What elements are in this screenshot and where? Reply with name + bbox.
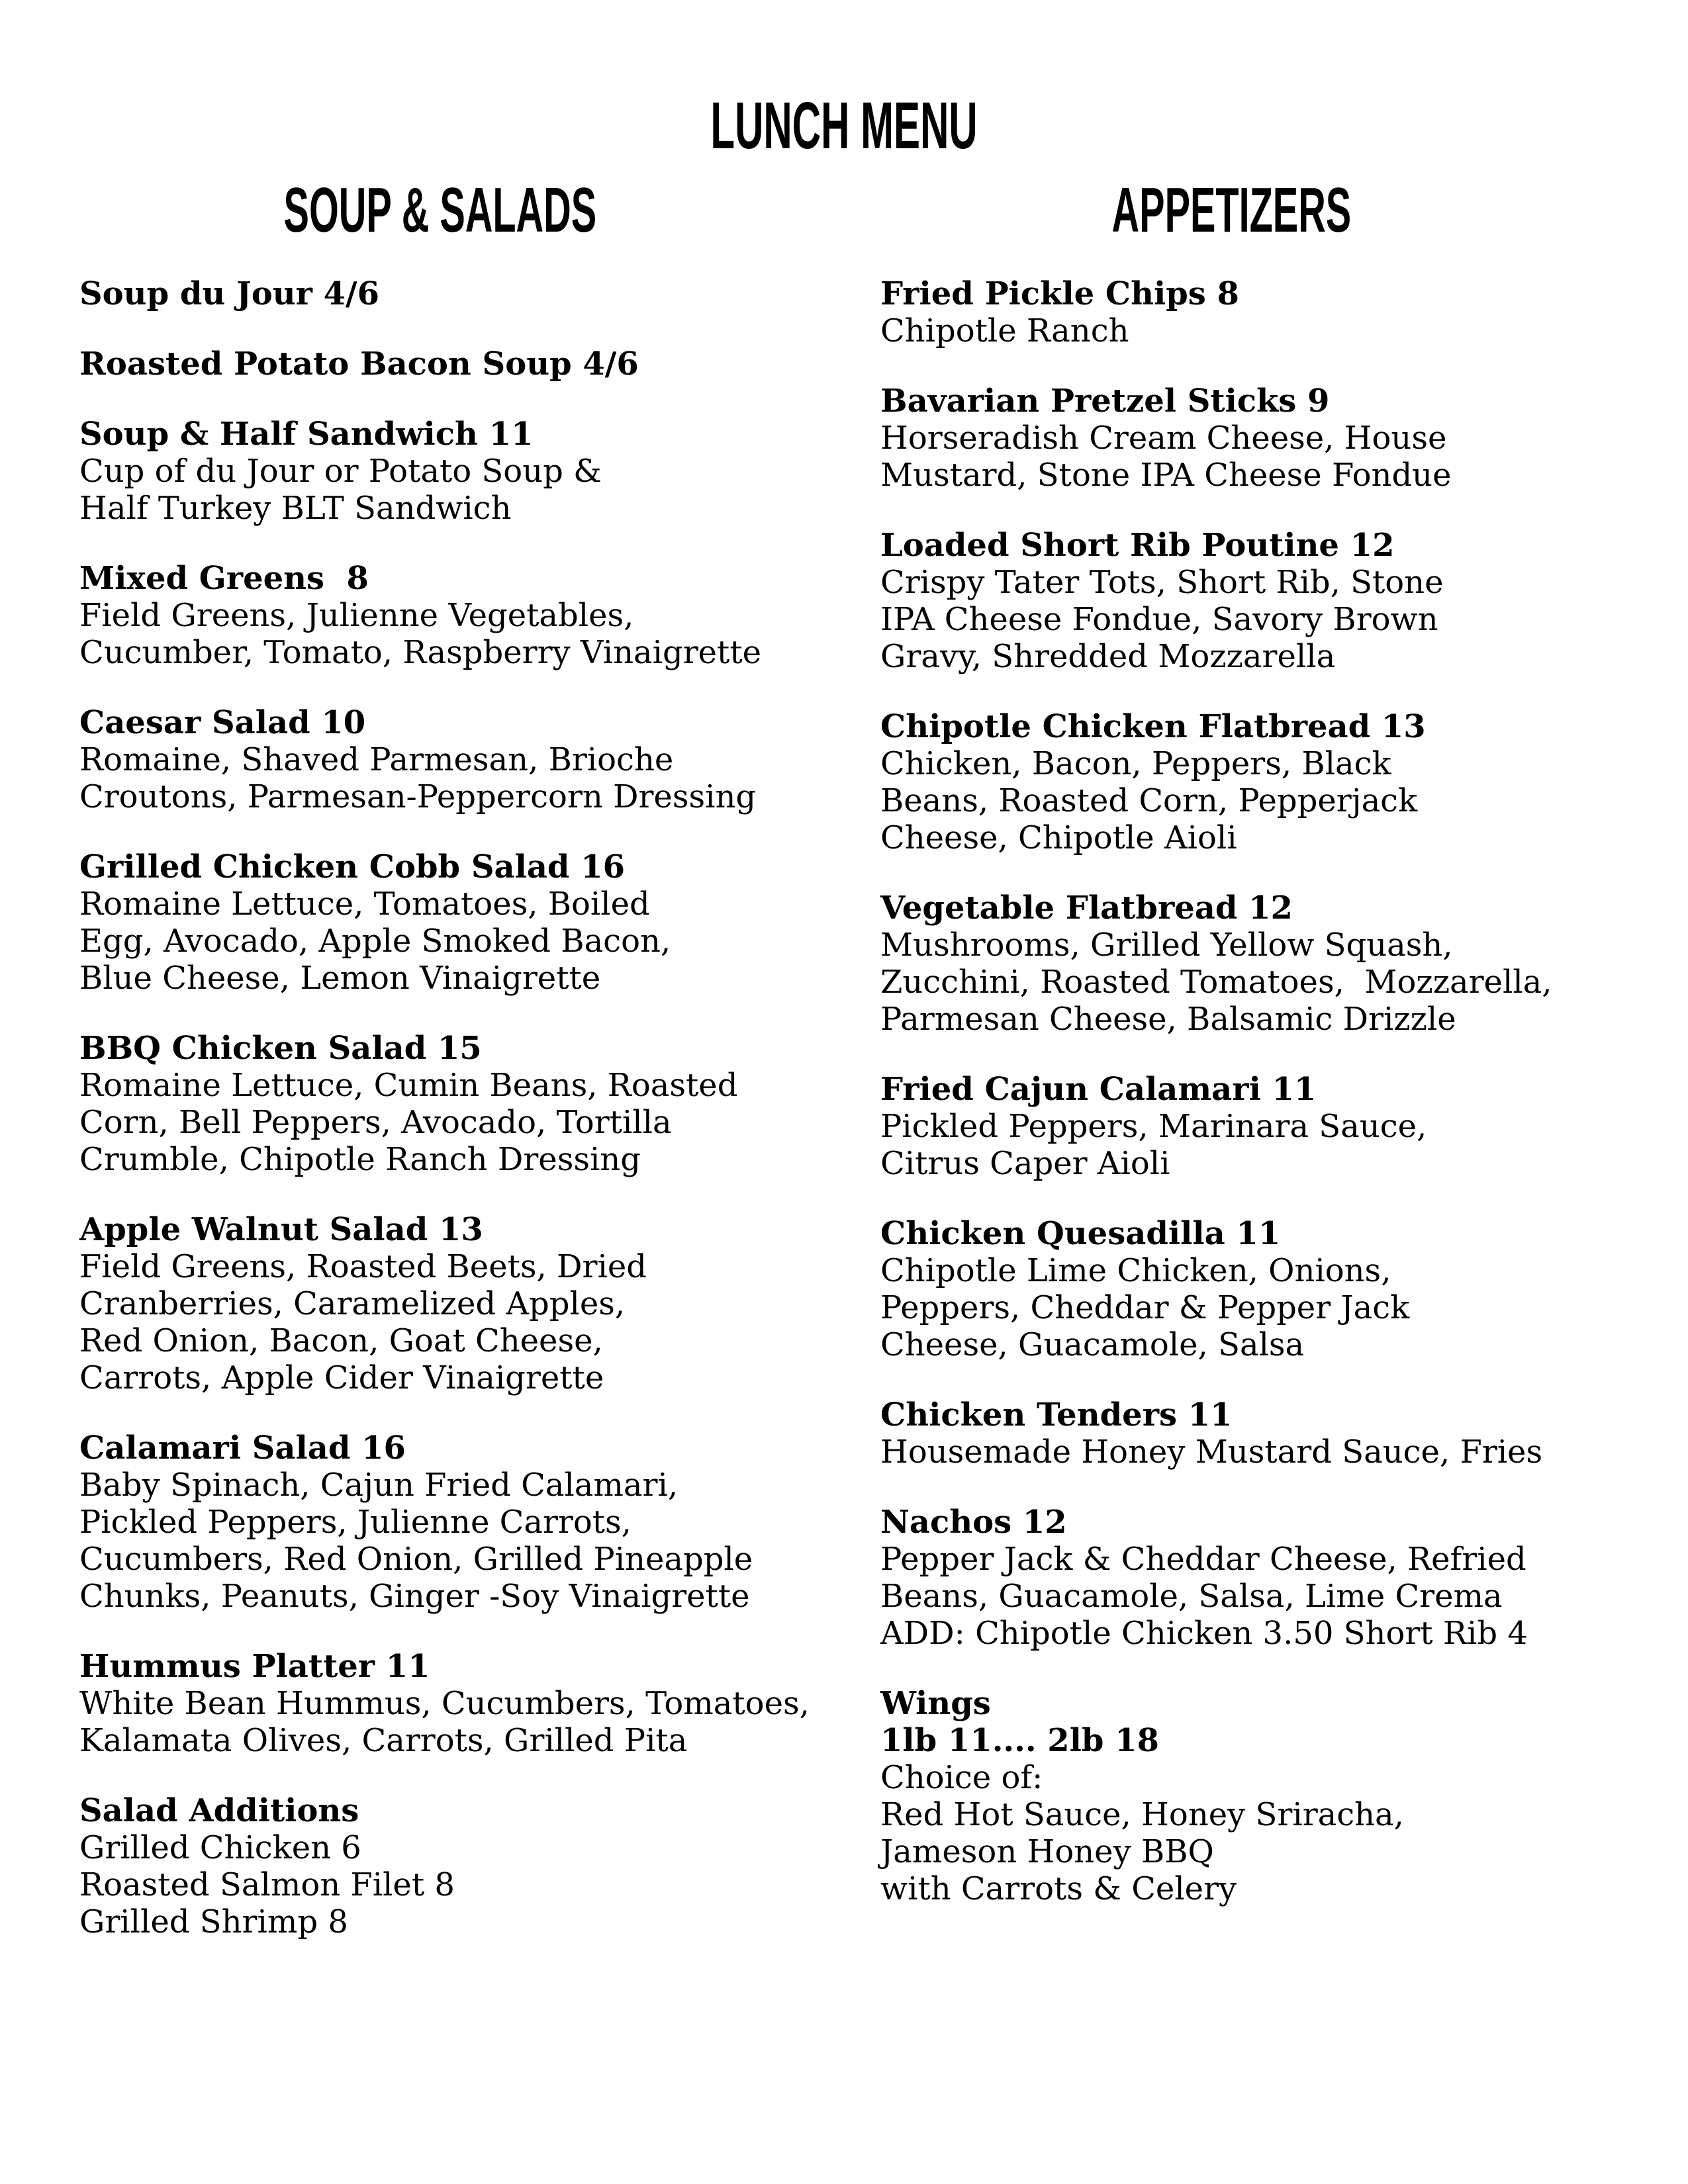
item-desc-line: Croutons, Parmesan-Peppercorn Dressing xyxy=(79,778,757,815)
menu-item xyxy=(880,708,1582,856)
item-desc-line: Beans, Guacamole, Salsa, Lime Crema xyxy=(880,1578,1503,1615)
item-desc-line: Cucumber, Tomato, Raspberry Vinaigrette xyxy=(79,634,762,671)
section-heading xyxy=(79,175,801,246)
item-desc-line: Grilled Chicken 6 xyxy=(79,1829,361,1866)
item-name: Bavarian Pretzel Sticks 9 xyxy=(880,383,1330,420)
item-desc-line: Romaine, Shaved Parmesan, Brioche xyxy=(79,741,674,778)
item-desc-line: Field Greens, Roasted Beets, Dried xyxy=(79,1248,647,1285)
item-desc-line: Red Onion, Bacon, Goat Cheese, xyxy=(79,1322,603,1359)
item-desc-line: Beans, Roasted Corn, Pepperjack xyxy=(880,782,1418,819)
item-name: Soup & Half Sandwich 11 xyxy=(79,416,534,453)
menu-item xyxy=(880,1071,1582,1182)
item-name: BBQ Chicken Salad 15 xyxy=(79,1030,482,1067)
item-desc-line: Corn, Bell Peppers, Avocado, Tortilla xyxy=(79,1104,672,1141)
item-desc-line: Parmesan Cheese, Balsamic Drizzle xyxy=(880,1001,1456,1038)
item-desc-line: Red Hot Sauce, Honey Sriracha, xyxy=(880,1796,1404,1833)
item-name: Mixed Greens 8 xyxy=(79,560,369,597)
item-name: Nachos 12 xyxy=(880,1504,1067,1541)
item-name: Caesar Salad 10 xyxy=(79,704,366,741)
item-desc-line: Half Turkey BLT Sandwich xyxy=(79,490,512,527)
section-heading xyxy=(880,175,1582,246)
item-name: Wings xyxy=(880,1685,991,1722)
menu-item xyxy=(880,1504,1582,1652)
menu-item xyxy=(79,1648,810,1759)
item-desc-line: Pickled Peppers, Marinara Sauce, xyxy=(880,1108,1427,1145)
item-desc-line: Chipotle Ranch xyxy=(880,312,1129,349)
item-name: Fried Cajun Calamari 11 xyxy=(880,1071,1317,1108)
item-list xyxy=(79,275,810,1940)
item-desc-line: Pepper Jack & Cheddar Cheese, Refried xyxy=(880,1541,1526,1578)
menu-item xyxy=(79,416,801,527)
menu-item xyxy=(880,275,1582,349)
menu-item xyxy=(79,1792,801,1940)
item-list xyxy=(880,275,1582,1907)
menu-item xyxy=(79,704,801,815)
menu-item xyxy=(79,1030,801,1178)
item-name: Roasted Potato Bacon Soup 4/6 xyxy=(79,345,639,383)
item-desc-line: Cup of du Jour or Potato Soup & xyxy=(79,453,602,490)
item-desc-line: Crispy Tater Tots, Short Rib, Stone xyxy=(880,564,1444,601)
menu-item xyxy=(79,1211,801,1396)
item-desc-line: Cheese, Guacamole, Salsa xyxy=(880,1326,1305,1363)
item-desc-line: Baby Spinach, Cajun Fried Calamari, xyxy=(79,1467,679,1504)
menu-item xyxy=(79,560,801,671)
item-desc-line: Chipotle Lime Chicken, Onions, xyxy=(880,1252,1391,1289)
item-name: Apple Walnut Salad 13 xyxy=(79,1211,483,1248)
menu-item xyxy=(79,848,801,997)
item-desc-line: Chunks, Peanuts, Ginger -Soy Vinaigrette xyxy=(79,1578,750,1615)
section-heading-text: SOUP & SALADS xyxy=(283,175,597,246)
item-desc-line: White Bean Hummus, Cucumbers, Tomatoes, xyxy=(79,1685,810,1722)
item-price-line: 1lb 11.... 2lb 18 xyxy=(880,1722,1159,1759)
item-desc-line: Chicken, Bacon, Peppers, Black xyxy=(880,745,1391,782)
menu-item xyxy=(880,1685,1582,1907)
item-desc-line: Roasted Salmon Filet 8 xyxy=(79,1866,455,1903)
menu-item xyxy=(880,1396,1582,1471)
menu-item xyxy=(79,275,801,312)
item-desc-line: Horseradish Cream Cheese, House xyxy=(880,420,1447,457)
item-desc-line: Cheese, Chipotle Aioli xyxy=(880,819,1237,856)
page-title-text: LUNCH MENU xyxy=(710,89,978,163)
item-name: Loaded Short Rib Poutine 12 xyxy=(880,527,1395,564)
menu-item xyxy=(880,1215,1582,1363)
menu-item xyxy=(79,345,801,383)
item-desc-line: with Carrots & Celery xyxy=(880,1870,1237,1907)
item-name: Vegetable Flatbread 12 xyxy=(880,889,1293,927)
item-desc-line: Zucchini, Roasted Tomatoes, Mozzarella, xyxy=(880,964,1552,1001)
page-title xyxy=(0,89,1688,163)
item-name: Chicken Tenders 11 xyxy=(880,1396,1233,1433)
item-desc-line: Kalamata Olives, Carrots, Grilled Pita xyxy=(79,1722,688,1759)
item-desc-line: IPA Cheese Fondue, Savory Brown xyxy=(880,601,1438,638)
section-heading-text: APPETIZERS xyxy=(1111,175,1351,246)
item-desc-line: Mustard, Stone IPA Cheese Fondue xyxy=(880,457,1452,494)
item-desc-line: Egg, Avocado, Apple Smoked Bacon, xyxy=(79,923,671,960)
item-desc-line: Housemade Honey Mustard Sauce, Fries xyxy=(880,1433,1543,1471)
section-appetizers xyxy=(880,175,1582,1907)
item-desc-line: Peppers, Cheddar & Pepper Jack xyxy=(880,1289,1410,1326)
item-name: Fried Pickle Chips 8 xyxy=(880,275,1239,312)
item-name: Salad Additions xyxy=(79,1792,359,1829)
item-desc-line: Choice of: xyxy=(880,1759,1043,1796)
item-name: Chicken Quesadilla 11 xyxy=(880,1215,1281,1252)
item-desc-line: Crumble, Chipotle Ranch Dressing xyxy=(79,1141,641,1178)
menu-item xyxy=(79,1430,801,1615)
item-desc-line: Gravy, Shredded Mozzarella xyxy=(880,638,1336,675)
item-desc-line: Grilled Shrimp 8 xyxy=(79,1903,348,1940)
section-soup-salads xyxy=(79,175,810,1940)
item-desc-line: Pickled Peppers, Julienne Carrots, xyxy=(79,1504,632,1541)
item-desc-line: Field Greens, Julienne Vegetables, xyxy=(79,597,634,634)
item-desc-line: Jameson Honey BBQ xyxy=(880,1833,1214,1870)
item-name: Calamari Salad 16 xyxy=(79,1430,406,1467)
item-desc-line: Cranberries, Caramelized Apples, xyxy=(79,1285,626,1322)
item-desc-line: Blue Cheese, Lemon Vinaigrette xyxy=(79,960,601,997)
menu-item xyxy=(880,383,1582,494)
item-desc-line: Citrus Caper Aioli xyxy=(880,1145,1170,1182)
menu-item xyxy=(880,527,1582,675)
item-name: Chipotle Chicken Flatbread 13 xyxy=(880,708,1426,745)
item-name: Grilled Chicken Cobb Salad 16 xyxy=(79,848,625,886)
item-name: Soup du Jour 4/6 xyxy=(79,275,379,312)
item-name: Hummus Platter 11 xyxy=(79,1648,430,1685)
item-desc-line: Mushrooms, Grilled Yellow Squash, xyxy=(880,927,1453,964)
item-desc-line: Romaine Lettuce, Tomatoes, Boiled xyxy=(79,886,650,923)
item-desc-line: Romaine Lettuce, Cumin Beans, Roasted xyxy=(79,1067,738,1104)
item-desc-line: Cucumbers, Red Onion, Grilled Pineapple xyxy=(79,1541,753,1578)
menu-item xyxy=(880,889,1582,1038)
item-desc-line: ADD: Chipotle Chicken 3.50 Short Rib 4 xyxy=(880,1615,1528,1652)
item-desc-line: Carrots, Apple Cider Vinaigrette xyxy=(79,1359,604,1396)
